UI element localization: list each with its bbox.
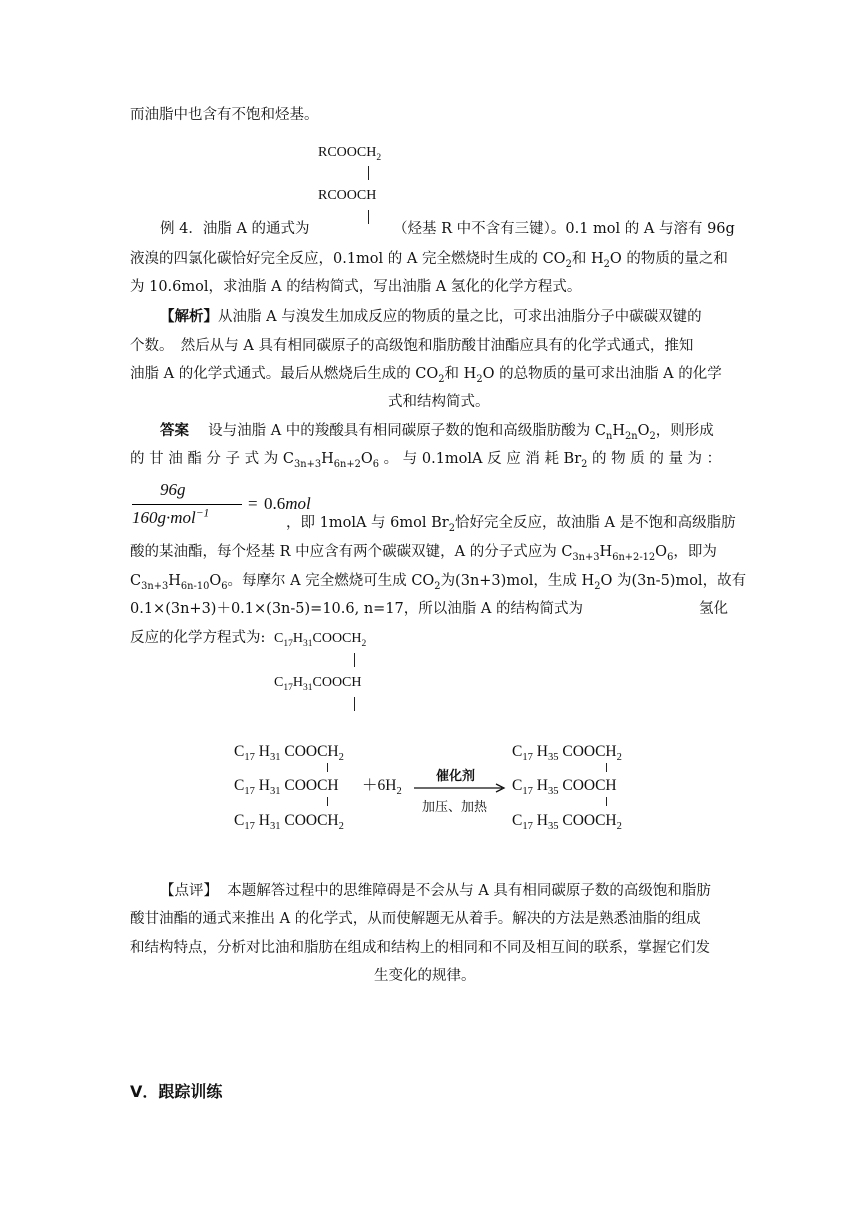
answer-line6-end: 氢化 <box>699 601 728 617</box>
catalyst-label: 催化剂 <box>436 769 476 784</box>
analysis-line2: 个数。 然后从与 A 具有相同碳原子的高级饱和脂肪酸甘油酯应具有的化学式通式，推知 <box>130 338 694 354</box>
comment-line2: 酸甘油酯的通式来推出 A 的化学式，从而使解题无从着手。解决的方法是熟悉油脂的组成 <box>130 911 701 927</box>
product-row3: $C_{17}$ $H_{35}$ $COOCH_2$ <box>512 812 622 833</box>
answer-line4: 酸的某油酯，每个烃基 R 中应含有两个碳碳双键，A 的分子式应为 $C_{3n+3}H_{6n+2-12}O_6$，即为 <box>130 544 717 563</box>
answer-line6: 0.1×(3n+3)＋0.1×(3n-5)=10.6, n=17，所以油脂 A 的结构简式为 <box>130 601 583 617</box>
product-row2: $C_{17}$ $H_{35}$ COOCH <box>512 777 617 798</box>
answer-line3: ，即 1molA 与 6mol $Br_2$恰好完全反应，故油脂 A 是不饱和高级脂肪 <box>286 515 736 534</box>
general-formula-row1: $RCOOCH_2$ <box>318 145 382 163</box>
analysis-line3: 油脂 A 的化学式通式。最后从燃烧后生成的 $CO_2$和 $H_2O$ 的总物质的量可求出油脂 A 的化学 <box>130 366 722 385</box>
bond-line <box>368 210 369 224</box>
fraction-equals: = <box>248 494 258 513</box>
answer-line2: 的 甘 油 酯 分 子 式 为 $C_{3n+3}H_{6n+2}O_6$ 。 与 0.1molA 反 应 消 耗 $Br_2$ 的 物 质 的 量 为 ： <box>130 451 722 470</box>
example-line2: 液溴的四氯化碳恰好完全反应，0.1mol 的 A 完全燃烧时生成的 $CO_2$和 $H_2O$ 的物质的量之和 <box>130 251 728 270</box>
bond-line <box>606 763 607 772</box>
bond-line <box>606 797 607 806</box>
bond-line <box>327 797 328 806</box>
fraction-result: 0.6mol <box>264 494 311 513</box>
reaction-arrow-icon <box>414 783 506 793</box>
product-row1: $C_{17}$ $H_{35}$ $COOCH_2$ <box>512 743 622 764</box>
fraction-bar <box>132 504 242 505</box>
fraction-numerator: 96g <box>160 480 186 499</box>
answer-line7: 反应的化学方程式为: <box>130 630 266 646</box>
answer-line1: 答案 设与油脂 A 中的羧酸具有相同碳原子数的饱和高级脂肪酸为 $C_nH_{2n}O_2$，则形成 <box>160 422 714 442</box>
structure-a-row1: $C_{17}H_{31}COOCH_2$ <box>274 631 367 649</box>
reactant-row2: $C_{17}$ $H_{31}$ COOCH <box>234 777 339 798</box>
example-line3: 为 10.6mol，求油脂 A 的结构简式，写出油脂 A 氢化的化学方程式。 <box>130 279 582 295</box>
analysis-line4: 式和结构简式。 <box>388 394 490 410</box>
example-line1: 例 4．油脂 A 的通式为 <box>160 221 310 237</box>
bond-line <box>354 653 355 667</box>
bond-line <box>327 763 328 772</box>
bond-line <box>368 166 369 180</box>
comment-line4: 生变化的规律。 <box>374 968 476 984</box>
fraction-denominator: 160g·mol$^{-1}$ <box>132 506 210 527</box>
answer-line5: $C_{3n+3}H_{6n-10}O_6$。每摩尔 A 完全燃烧可生成 $CO_2$为(3n+3)mol，生成 $H_2O$ 为(3n-5)mol，故有 <box>130 573 747 592</box>
bond-line <box>354 697 355 711</box>
example-line1-b: （烃基 R 中不含有三键）。0.1 mol 的 A 与溶有 96g <box>393 221 735 237</box>
structure-a-row2: $C_{17}H_{31}COOCH$ <box>274 675 362 693</box>
reactant-row1: $C_{17}$ $H_{31}$ $COOCH_2$ <box>234 743 344 764</box>
comment-line1: 【点评】 本题解答过程中的思维障碍是不会从与 A 具有相同碳原子数的高级饱和脂肪 <box>160 883 711 899</box>
reactant-row3: $C_{17}$ $H_{31}$ $COOCH_2$ <box>234 812 344 833</box>
comment-line3: 和结构特点，分析对比油和脂肪在组成和结构上的相同和不同及相互间的联系，掌握它们发 <box>130 940 710 956</box>
hydrogen-reactant: $+6H_2$ <box>362 777 402 798</box>
intro-text: 而油脂中也含有不饱和烃基。 <box>130 107 319 123</box>
conditions-label: 加压、加热 <box>422 800 488 815</box>
general-formula-row2: RCOOCH <box>318 188 377 203</box>
section-title: V．跟踪训练 <box>130 1082 223 1101</box>
analysis-line1: 【解析】从油脂 A 与溴发生加成反应的物质的量之比，可求出油脂分子中碳碳双键的 <box>160 308 702 325</box>
fraction-expression <box>130 478 311 528</box>
